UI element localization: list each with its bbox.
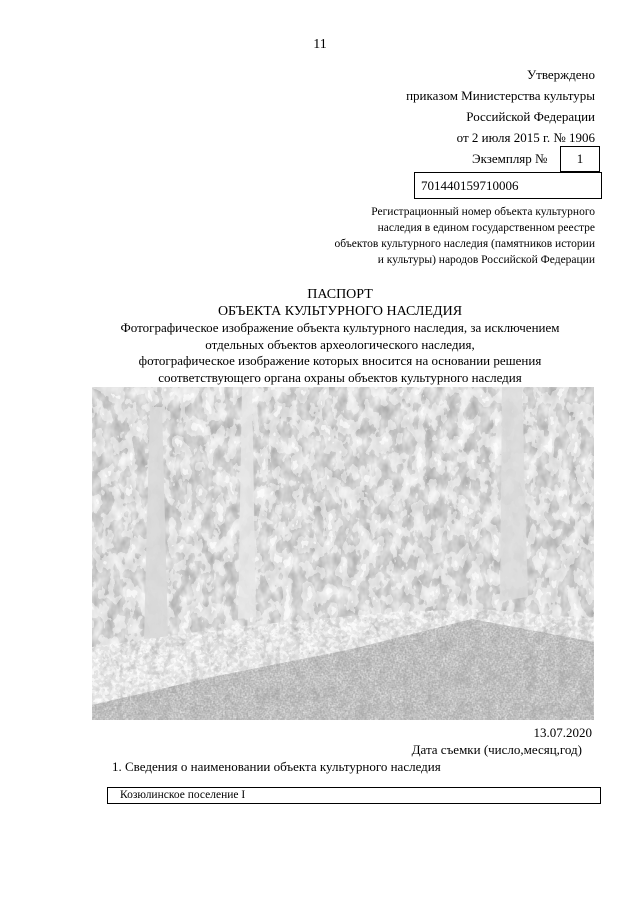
approval-line: от 2 июля 2015 г. № 1906 bbox=[456, 130, 595, 145]
subtitle-line: отдельных объектов археологического наследия, bbox=[205, 336, 475, 352]
registration-number-box bbox=[414, 172, 602, 199]
document-title-block bbox=[0, 286, 640, 386]
subtitle-line: соответствующего органа охраны объектов культурного наследия bbox=[158, 369, 522, 385]
photo-date-label: Дата съемки (число,месяц,год) bbox=[411, 742, 582, 757]
caption-line: Регистрационный номер объекта культурного bbox=[371, 206, 595, 218]
caption-line: объектов культурного наследия (памятников истории bbox=[334, 238, 595, 250]
page-number: 11 bbox=[313, 37, 327, 52]
subtitle-line: фотографическое изображение которых вносится на основании решения bbox=[138, 353, 542, 368]
object-name: Козюлинское поселение I bbox=[120, 789, 246, 801]
photo-date: 13.07.2020 bbox=[533, 725, 592, 740]
subtitle-line: Фотографическое изображение объекта культурного наследия, за исключением bbox=[120, 320, 560, 335]
section-heading: 1. Сведения о наименовании объекта культурного наследия bbox=[112, 759, 441, 774]
caption-line: и культуры) народов Российской Федерации bbox=[377, 254, 595, 266]
approval-block bbox=[406, 64, 595, 148]
document-subtitle-heading: ОБЪЕКТА КУЛЬТУРНОГО НАСЛЕДИЯ bbox=[217, 304, 463, 319]
copy-number-box bbox=[560, 146, 600, 172]
copy-label: Экземпляр № bbox=[472, 151, 548, 166]
registration-number: 701440159710006 bbox=[421, 178, 519, 193]
approval-line: приказом Министерства культуры bbox=[406, 88, 595, 103]
document-title: ПАСПОРТ bbox=[307, 287, 373, 302]
approval-line: Утверждено bbox=[526, 67, 595, 82]
copy-number: 1 bbox=[576, 151, 584, 166]
heritage-photo bbox=[92, 387, 594, 720]
caption-line: наследия в едином государственном реестре bbox=[377, 222, 595, 234]
registration-caption bbox=[335, 204, 596, 268]
object-name-field bbox=[107, 787, 601, 804]
approval-line: Российской Федерации bbox=[466, 109, 595, 124]
